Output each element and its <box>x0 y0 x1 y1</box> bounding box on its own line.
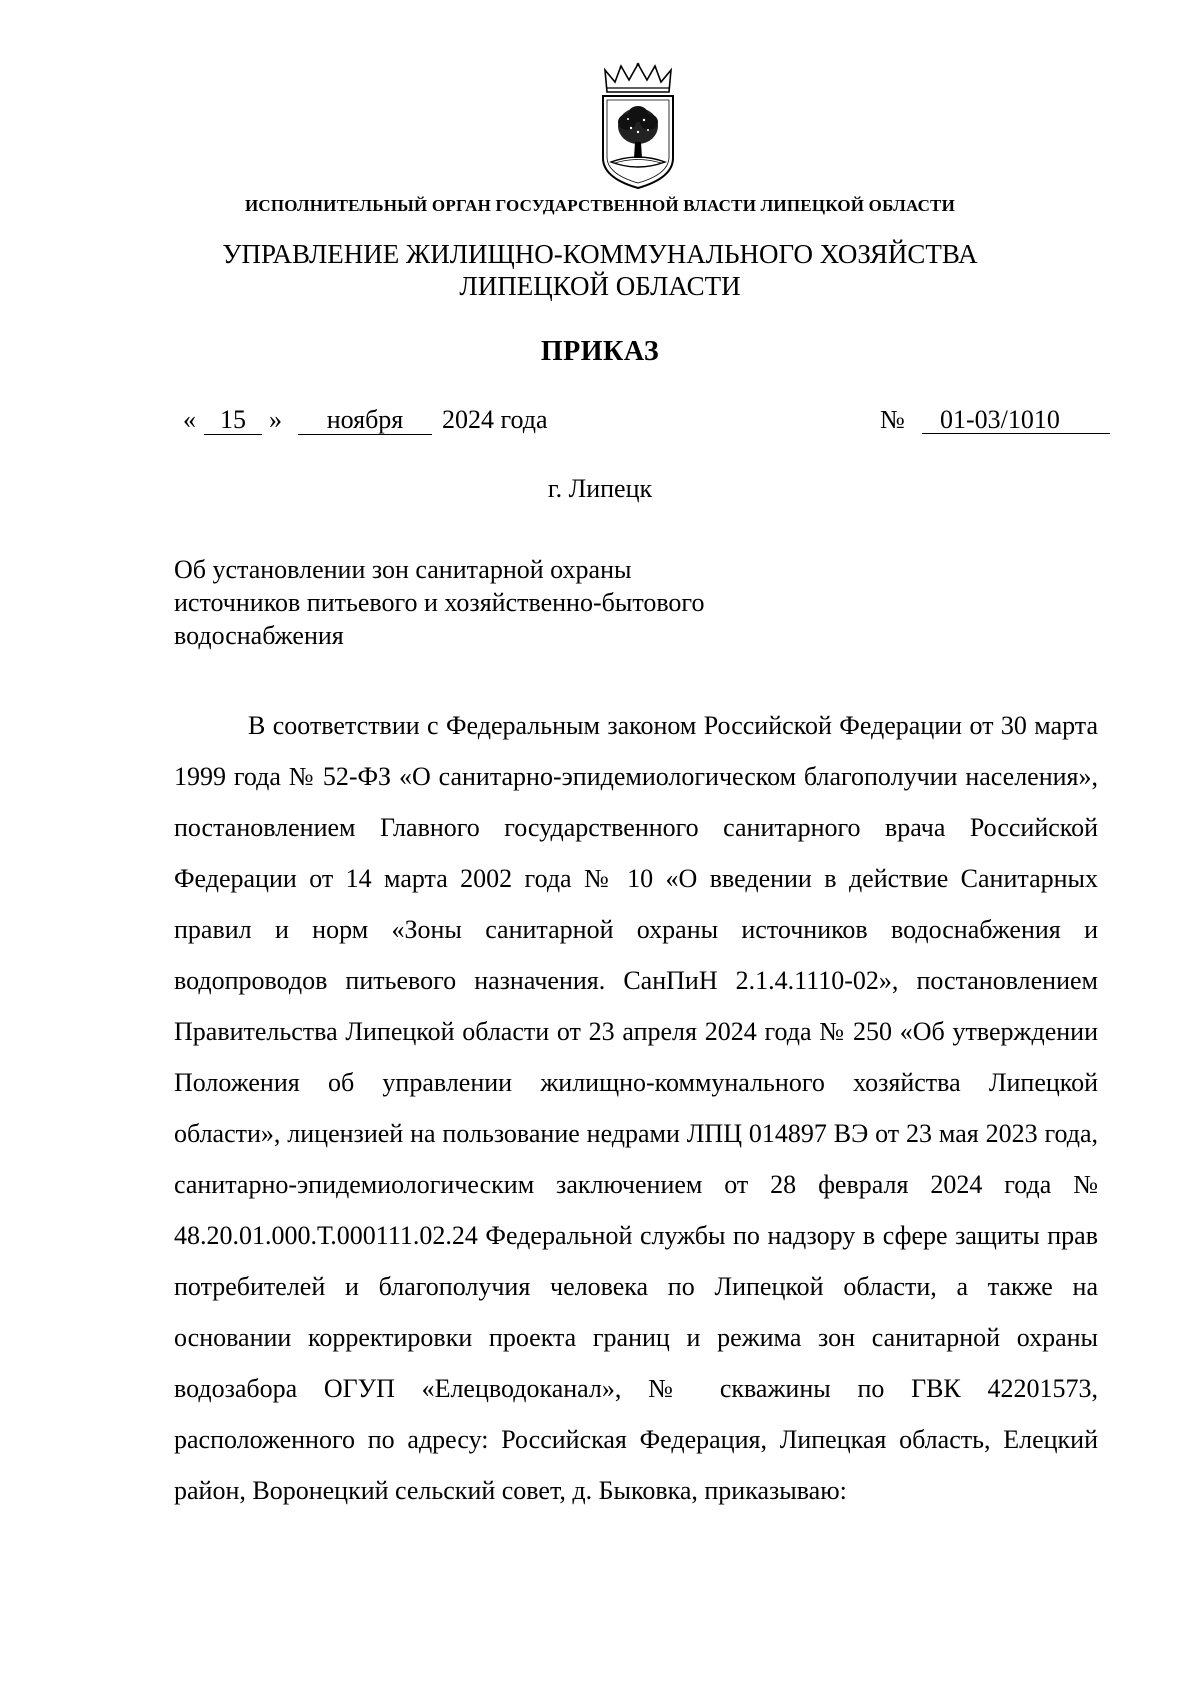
document-type-title: ПРИКАЗ <box>540 336 660 367</box>
date-month: ноября <box>298 404 432 435</box>
date-open-quote: « <box>183 405 196 434</box>
preamble-paragraph: В соответствии с Федеральным законом Российской Федерации от 30 марта 1999 года № 52-ФЗ «О санитарно-эпидемиологическом благополучии населения», постановлением Главного государственного санитарного врача Российской Федерации от 14 марта 2002 года № 10 «О введении в действие Санитарных правил и норм «Зоны санитарной охраны источников водоснабжения и водопроводов питьевого назначения. СанПиН 2.1.4.1110-02», постановлением Правительства Липецкой области от 23 апреля 2024 года № 250 «Об утверждении Положения об управлении жилищно-коммунального хозяйства Липецкой области», лицензией на пользование недрами ЛПЦ 014897 ВЭ от 23 мая 2023 года, санитарно-эпидемиологическим заключением от 28 февраля 2024 года № 48.20.01.000.Т.000111.02.24 Федеральной службы по надзору в сфере защиты прав потребителей и благополучия человека по Липецкой области, а также на основании корректировки проекта границ и режима зон санитарной охраны водозабора ОГУП «Елецводоканал», № скважины по ГВК 42201573, расположенного по адресу: Российская Федерация, Липецкая область, Елецкий район, Воронецкий сельский совет, д. Быковка, приказываю: <box>174 711 1098 1505</box>
organization-name <box>0 238 1200 302</box>
date-year: 2024 года <box>442 405 548 434</box>
date-day: 15 <box>204 404 262 435</box>
document-subject-line-3: водоснабжения <box>174 621 344 650</box>
organization-name-line-2: ЛИПЕЦКОЙ ОБЛАСТИ <box>459 271 741 301</box>
document-subject <box>174 553 814 652</box>
document-subject-line-1: Об установлении зон санитарной охраны <box>174 555 632 584</box>
city: г. Липецк <box>547 474 653 503</box>
document-subject-line-2: источников питьевого и хозяйственно-бытового <box>174 588 705 617</box>
order-number: 01-03/1010 <box>922 404 1110 434</box>
order-number-sign: № <box>880 405 905 434</box>
date-close-quote: » <box>269 405 282 434</box>
coat-of-arms-icon <box>597 62 679 190</box>
authority-title: ИСПОЛНИТЕЛЬНЫЙ ОРГАН ГОСУДАРСТВЕННОЙ ВЛАСТИ ЛИПЕЦКОЙ ОБЛАСТИ <box>244 196 956 215</box>
organization-name-line-1: УПРАВЛЕНИЕ ЖИЛИЩНО-КОММУНАЛЬНОГО ХОЗЯЙСТВА <box>222 239 978 269</box>
